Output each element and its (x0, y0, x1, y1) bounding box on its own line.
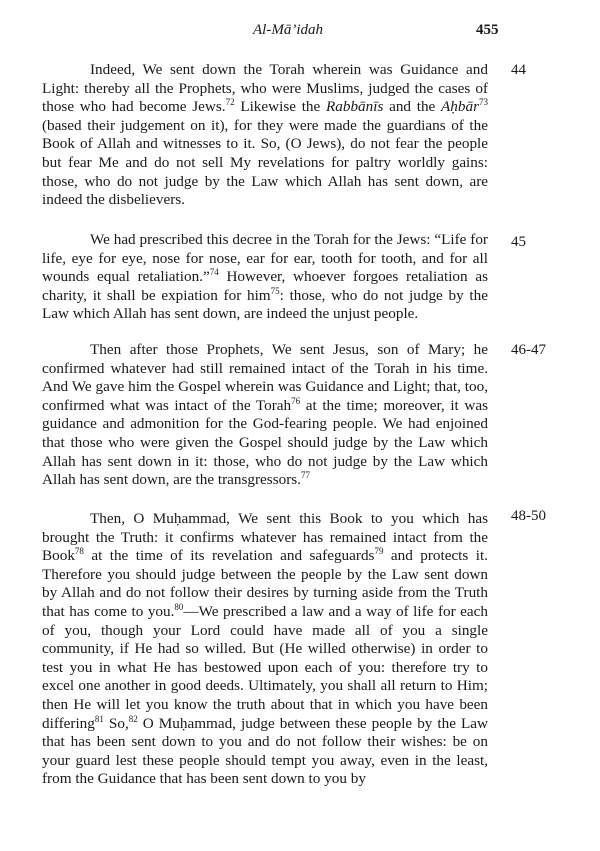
running-title: Al-Mā’idah (253, 22, 323, 38)
footnote-marker: 81 (94, 713, 104, 724)
footnote-marker: 74 (209, 267, 219, 278)
footnote-marker: 82 (128, 713, 138, 724)
paragraph-verse-45 (42, 231, 488, 324)
paragraph-verse-48-50 (42, 510, 488, 789)
footnote-marker: 80 (174, 601, 184, 612)
page-number: 455 (476, 22, 499, 38)
footnote-marker: 79 (374, 546, 384, 557)
paragraph-text: Indeed, We sent down the Torah wherein was Guidance and Light: thereby all the Prophets, who were Muslims, judged the cases of those who had become Jews.$^{72}$ Likewise the Rabbānīs and the Aḥbār$^{73}$ (based their judgement on it), for they were made the guardians of the Book of Allah and witnesses to it. So, (O Jews), do not fear the people but fear Me and do not sell My revelations for paltry worldly gains: those, who do not judge by the Law which Allah has sent down, are indeed the disbelievers. (42, 61, 488, 209)
footnote-marker: 72 (225, 97, 235, 108)
page-header (0, 22, 600, 42)
footnote-marker: 78 (74, 546, 84, 557)
paragraph-text: We had prescribed this decree in the Torah for the Jews: “Life for life, eye for eye, nose for nose, ear for ear, tooth for tooth, and for all wounds equal retaliation.”$^{74}$ However, whoever forgoes retaliation as charity, it shall be expiation for him$^{75}$: those, who do not judge by the Law which Allah has sent down, are indeed the unjust people. (42, 231, 488, 323)
verse-number: 44 (511, 62, 526, 78)
paragraph-verse-46-47 (42, 341, 488, 490)
paragraph-text: Then, O Muḥammad, We sent this Book to you which has brought the Truth: it confirms whatever has remained intact from the Book$^{78}$ at the time of its revelation and safeguards$^{79}$ and protects it. Therefore you should judge between the people by the Law sent down by Allah and do not follow their desires by turning aside from the Truth that has come to you.$^{80}$—We prescribed a law and a way of life for each of you, though your Lord could have made all of you a single community, if He had so willed. But (He willed otherwise) in order to test you in what He has bestowed upon each of you: therefore try to excel one another in good deeds. Ultimately, you shall all return to Him; then He will let you know the truth about that in which you have been differing$^{81}$ So,$^{82}$ O Muḥammad, judge between these people by the Law that has been sent down to you and do not follow their wishes: be on your guard lest these people should tempt you away, even in the least, from the Guidance that has been sent down to you by (42, 510, 488, 788)
footnote-marker: 73 (479, 97, 488, 108)
verse-number: 46-47 (511, 342, 546, 358)
footnote-marker: 75 (270, 285, 280, 296)
footnote-marker: 77 (300, 470, 310, 481)
footnote-marker: 76 (291, 395, 301, 406)
verse-number: 48-50 (511, 508, 546, 524)
paragraph-text: Then after those Prophets, We sent Jesus, son of Mary; he confirmed whatever had still remained intact of the Torah in his time. And We gave him the Gospel wherein was Guidance and Light; that, too, confirmed what was intact of the Torah$^{76}$ at the time; moreover, it was guidance and admonition for the God-fearing people. We had enjoined that those who were given the Gospel should judge by the Law which Allah has sent down in it: those, who do not judge by the Law which Allah has sent down, are the transgressors.$^{77}$ (42, 341, 488, 489)
paragraph-verse-44 (42, 61, 488, 210)
verse-number: 45 (511, 234, 526, 250)
